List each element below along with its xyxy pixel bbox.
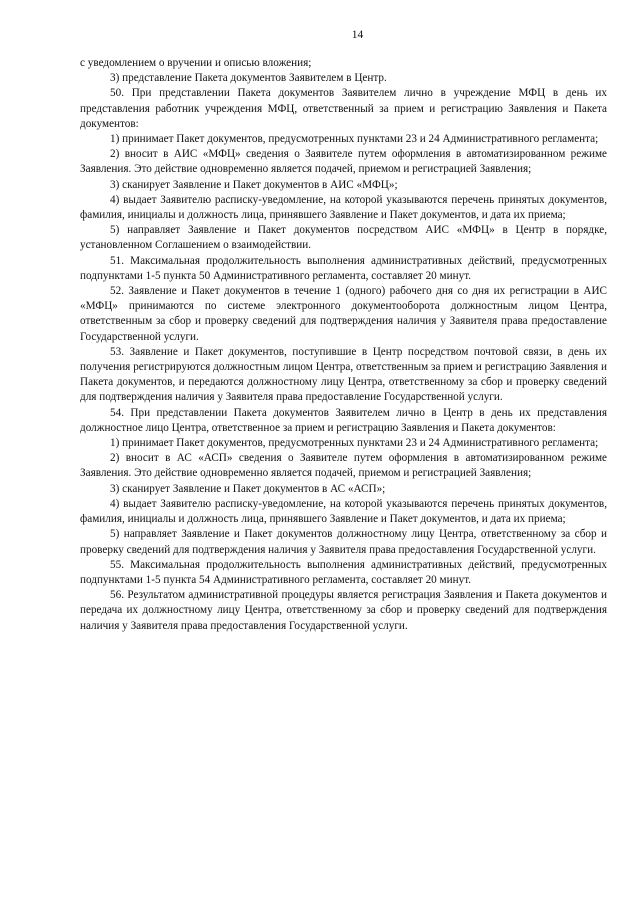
paragraph: 56. Результатом административной процедуры является регистрация Заявления и Пакета документов и передача их должностному лицу Центра, ответственному за сбор и проверку сведений для подтверждения наличия у Заявителя права предоставления Государственной услуги. (80, 589, 607, 632)
paragraph: 2) вносит в АИС «МФЦ» сведения о Заявителе путем оформления в автоматизированном режиме Заявления. Это действие одновременно является подачей, приемом и регистрацией Заявления; (80, 148, 607, 176)
paragraph: 4) выдает Заявителю расписку-уведомление, на которой указываются перечень принятых документов, фамилия, инициалы и должность лица, принявшего Заявление и Пакет документов, и дата их приема; (80, 497, 607, 526)
paragraph: 2) вносит в АС «АСП» сведения о Заявителе путем оформления в автоматизированном режиме Заявления. Это действие одновременно является подачей, приемом и регистрацией Заявления; (80, 452, 607, 480)
page-number: 14 (351, 29, 364, 41)
paragraph: 1) принимает Пакет документов, предусмотренных пунктами 23 и 24 Административного регламента; (110, 133, 599, 146)
paragraph: 3) сканирует Заявление и Пакет документов в АИС «МФЦ»; (110, 178, 398, 191)
paragraph: 3) сканирует Заявление и Пакет документов в АС «АСП»; (110, 482, 386, 495)
paragraph: 1) принимает Пакет документов, предусмотренных пунктами 23 и 24 Административного регламента; (110, 437, 599, 450)
paragraph: 53. Заявление и Пакет документов, поступившие в Центр посредством почтовой связи, в день их получения регистрируются должностным лицом Центра, ответственным за прием и регистрацию Заявления и Пакета документов, и передаются должностному лицу Центра, ответственному за сбор и проверку сведений для подтверждения наличия у Заявителя права предоставление Государственной услуги. (80, 345, 607, 404)
paragraph: 4) выдает Заявителю расписку-уведомление, на которой указываются перечень принятых документов, фамилия, инициалы и должность лица, принявшего Заявление и Пакет документов, и дата их приема; (80, 193, 607, 222)
paragraph: 52. Заявление и Пакет документов в течение 1 (одного) рабочего дня со дня их регистрации в АИС «МФЦ» принимаются по системе электронного документооборота должностным лицом Центра, ответственным за сбор и проверку сведений для подтверждения наличия у Заявителя права предоставление Государственной услуги. (80, 285, 607, 343)
paragraph: 54. При представлении Пакета документов Заявителем лично в Центр в день их представления должностное лицо Центра, ответственное за прием и регистрацию Заявления и Пакета документов: (80, 406, 607, 434)
paragraph: 5) направляет Заявление и Пакет документов посредством АИС «МФЦ» в Центр в порядке, установленном Соглашением о взаимодействии. (80, 224, 607, 252)
document-body (80, 56, 607, 634)
paragraph: 55. Максимальная продолжительность выполнения административных действий, предусмотренных подпунктами 1-5 пункта 54 Административного регламента, составляет 20 минут. (80, 558, 607, 586)
paragraph: 5) направляет Заявление и Пакет документов должностному лицу Центра, ответственному за сбор и проверку сведений для подтверждения наличия у Заявителя права предоставления Государственной услуги. (80, 528, 607, 556)
paragraph: с уведомлением о вручении и описью вложения; (80, 57, 312, 69)
paragraph: 51. Максимальная продолжительность выполнения административных действий, предусмотренных подпунктами 1-5 пункта 50 Административного регламента, составляет 20 минут. (80, 254, 607, 282)
document-page (80, 28, 607, 634)
paragraph: 50. При представлении Пакета документов Заявителем лично в учреждение МФЦ в день их представления работник учреждения МФЦ, ответственный за прием и регистрацию Заявления и Пакета документов: (80, 87, 607, 130)
paragraph: 3) представление Пакета документов Заявителем в Центр. (110, 72, 387, 85)
